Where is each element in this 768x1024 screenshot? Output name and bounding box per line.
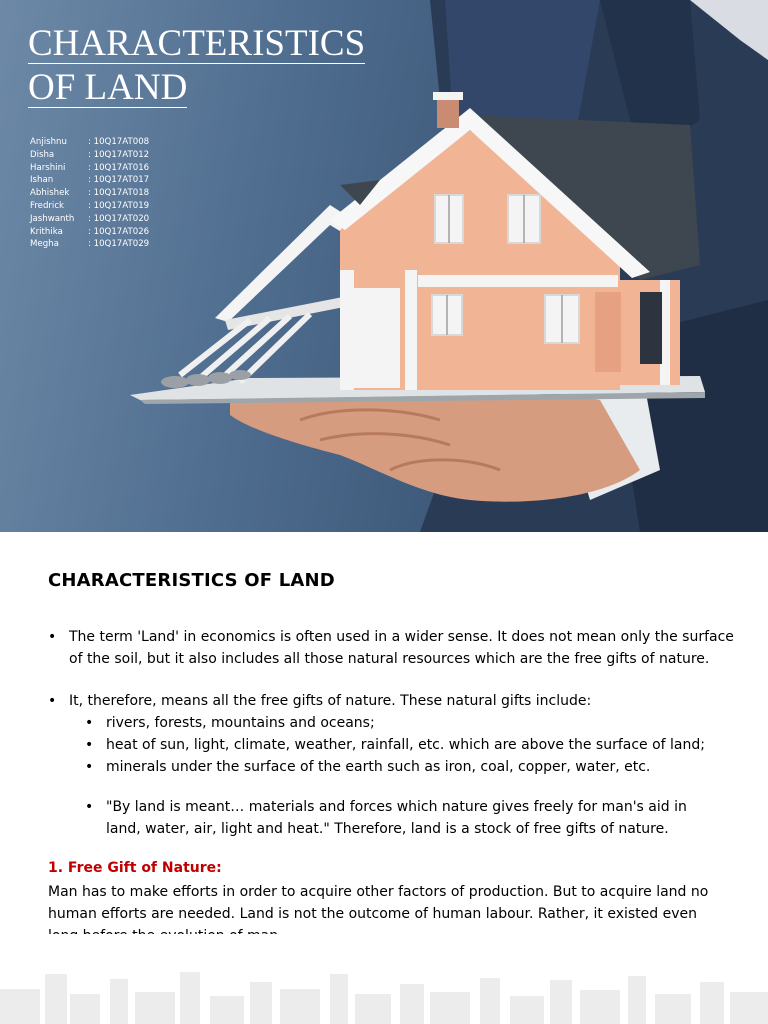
bullet-marker: • xyxy=(85,737,94,753)
member-name: Abhishek xyxy=(30,188,70,199)
bullet-marker: • xyxy=(85,759,94,775)
member-row xyxy=(30,187,149,200)
bullet-marker: • xyxy=(48,693,57,709)
member-row xyxy=(30,238,149,251)
member-id: : 10Q17AT017 xyxy=(88,175,150,186)
content-page xyxy=(0,532,768,1024)
section-heading: 1. Free Gift of Nature: xyxy=(48,860,222,876)
member-row xyxy=(30,136,149,149)
cover-title xyxy=(28,24,365,108)
sub-bullet-item xyxy=(85,712,375,734)
section-line: Man has to make efforts in order to acquire other factors of production. But to acquire land no xyxy=(48,884,709,900)
member-id: : 10Q17AT019 xyxy=(88,200,150,211)
member-list xyxy=(30,136,149,251)
sub-item-text: rivers, forests, mountains and oceans; xyxy=(106,715,375,731)
city-skyline-decoration xyxy=(0,934,768,1024)
page-heading: CHARACTERISTICS OF LAND xyxy=(48,570,335,591)
cover-title-line1: CHARACTERISTICS xyxy=(28,23,366,64)
sub-item-text: minerals under the surface of the earth such as iron, coal, copper, water, etc. xyxy=(106,759,651,775)
sub-item-text: heat of sun, light, climate, weather, rainfall, etc. which are above the surface of land; xyxy=(106,737,705,753)
member-row xyxy=(30,149,149,162)
sub-bullet-item xyxy=(85,734,705,756)
member-row xyxy=(30,174,149,187)
member-name: Krithika xyxy=(30,226,63,237)
bullet-marker: • xyxy=(48,629,57,645)
bullet-paragraph-2 xyxy=(48,690,591,712)
member-id: : 10Q17AT020 xyxy=(88,213,150,224)
member-id: : 10Q17AT018 xyxy=(88,188,150,199)
member-name: Anjishnu xyxy=(30,137,67,147)
member-id: : 10Q17AT029 xyxy=(88,239,150,250)
bullet-marker: • xyxy=(85,715,94,731)
section-line: human efforts are needed. Land is not the outcome of human labour. Rather, it existed even xyxy=(48,906,698,922)
member-row xyxy=(30,162,149,175)
quote-bullet xyxy=(85,796,687,840)
bullet-paragraph-1 xyxy=(48,626,734,670)
member-name: Harshini xyxy=(30,162,66,173)
quote-line: "By land is meant… materials and forces which nature gives freely for man's aid in xyxy=(106,799,687,815)
member-id: : 10Q17AT016 xyxy=(88,162,150,173)
member-name: Fredrick xyxy=(30,200,65,211)
member-row xyxy=(30,226,149,239)
member-name: Jashwanth xyxy=(30,213,75,224)
member-id: : 10Q17AT012 xyxy=(88,149,150,160)
member-row xyxy=(30,213,149,226)
member-id: : 10Q17AT026 xyxy=(88,226,150,237)
paragraph-line: It, therefore, means all the free gifts of nature. These natural gifts include: xyxy=(69,693,592,709)
bullet-marker: • xyxy=(85,799,94,815)
member-name: Megha xyxy=(30,239,59,250)
member-name: Ishan xyxy=(30,175,54,186)
member-id: : 10Q17AT008 xyxy=(88,137,150,147)
sub-bullet-item xyxy=(85,756,650,778)
paragraph-line: The term 'Land' in economics is often used in a wider sense. It does not mean only the surface xyxy=(69,629,734,645)
member-name: Disha xyxy=(30,149,55,160)
quote-line: land, water, air, light and heat." Therefore, land is a stock of free gifts of nature. xyxy=(106,821,669,837)
member-row xyxy=(30,200,149,213)
paragraph-line: of the soil, but it also includes all those natural resources which are the free gifts of nature. xyxy=(69,651,710,667)
cover-title-line2: OF LAND xyxy=(28,66,188,108)
